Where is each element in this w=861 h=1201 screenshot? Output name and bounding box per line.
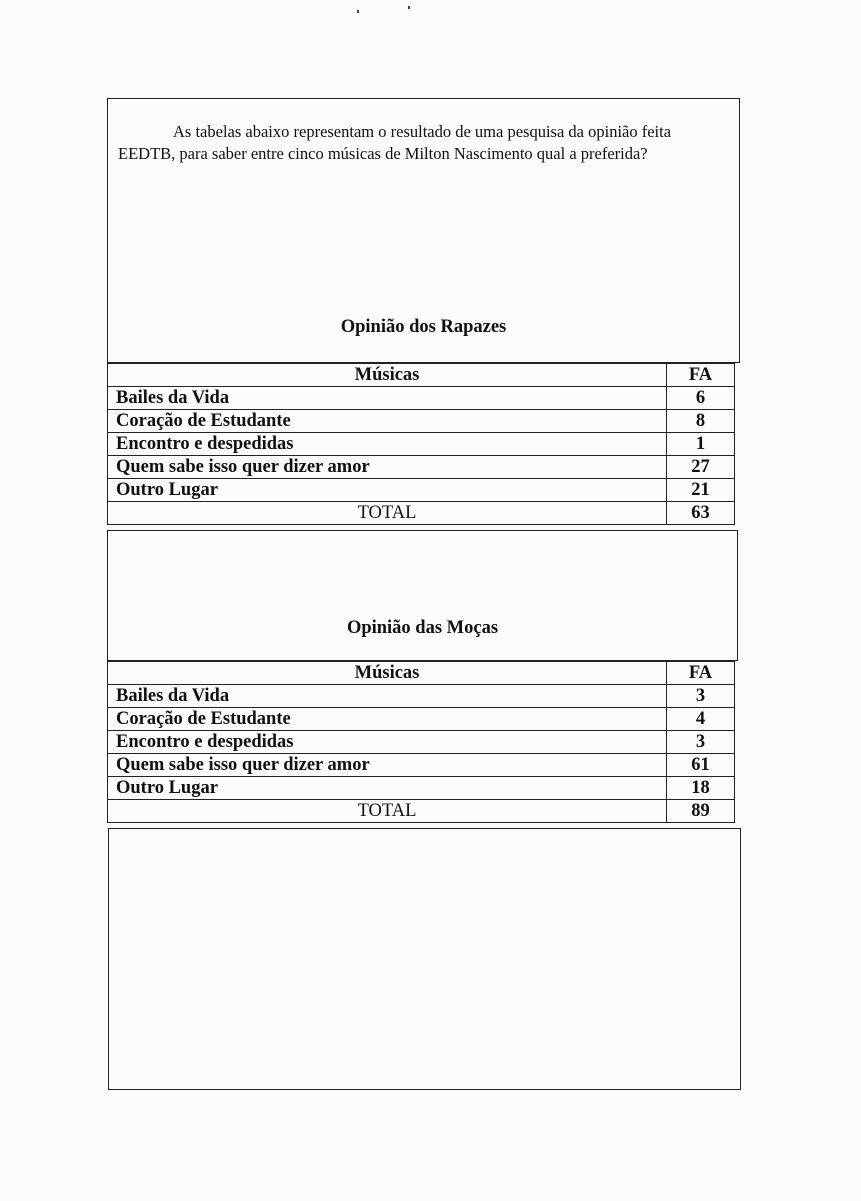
table-row (108, 685, 735, 708)
fa-cell: 27 (667, 456, 735, 479)
music-cell: Quem sabe isso quer dizer amor (108, 754, 667, 777)
music-cell: Outro Lugar (108, 479, 667, 502)
total-label: TOTAL (108, 800, 667, 823)
middle-box (107, 530, 738, 661)
table-row (108, 456, 735, 479)
table-row (108, 777, 735, 800)
fa-cell: 4 (667, 708, 735, 731)
music-cell: Encontro e despedidas (108, 731, 667, 754)
girls-opinion-table (107, 661, 735, 823)
table-row (108, 387, 735, 410)
intro-box (107, 98, 740, 363)
fa-cell: 6 (667, 387, 735, 410)
music-cell: Bailes da Vida (108, 685, 667, 708)
music-cell: Encontro e despedidas (108, 433, 667, 456)
boys-opinion-table (107, 363, 735, 525)
col-fa-header: FA (667, 364, 735, 387)
music-cell: Bailes da Vida (108, 387, 667, 410)
fa-cell: 3 (667, 731, 735, 754)
fa-cell: 18 (667, 777, 735, 800)
col-fa-header: FA (667, 662, 735, 685)
table1-title: Opinião dos Rapazes (340, 317, 507, 337)
table-row (108, 433, 735, 456)
table-header-row (108, 364, 735, 387)
table-row (108, 708, 735, 731)
bottom-box (108, 828, 741, 1090)
total-row (108, 800, 735, 823)
music-cell: Coração de Estudante (108, 708, 667, 731)
intro-text: As tabelas abaixo representam o resultado de uma pesquisa da opinião feita EEDTB, para saber entre cinco músicas de Milton Nascimento qual a preferida? (118, 122, 672, 163)
fa-cell: 8 (667, 410, 735, 433)
scan-mark (408, 6, 410, 9)
fa-cell: 3 (667, 685, 735, 708)
table-row (108, 410, 735, 433)
total-value: 63 (667, 502, 735, 525)
music-cell: Outro Lugar (108, 777, 667, 800)
music-cell: Quem sabe isso quer dizer amor (108, 456, 667, 479)
total-label: TOTAL (108, 502, 667, 525)
total-value: 89 (667, 800, 735, 823)
col-music-header: Músicas (108, 662, 667, 685)
fa-cell: 1 (667, 433, 735, 456)
fa-cell: 61 (667, 754, 735, 777)
table2-title: Opinião das Moças (346, 618, 499, 638)
music-cell: Coração de Estudante (108, 410, 667, 433)
total-row (108, 502, 735, 525)
fa-cell: 21 (667, 479, 735, 502)
col-music-header: Músicas (108, 364, 667, 387)
scan-mark (357, 10, 359, 13)
table-row (108, 731, 735, 754)
table-header-row (108, 662, 735, 685)
table-row (108, 479, 735, 502)
table-row (108, 754, 735, 777)
